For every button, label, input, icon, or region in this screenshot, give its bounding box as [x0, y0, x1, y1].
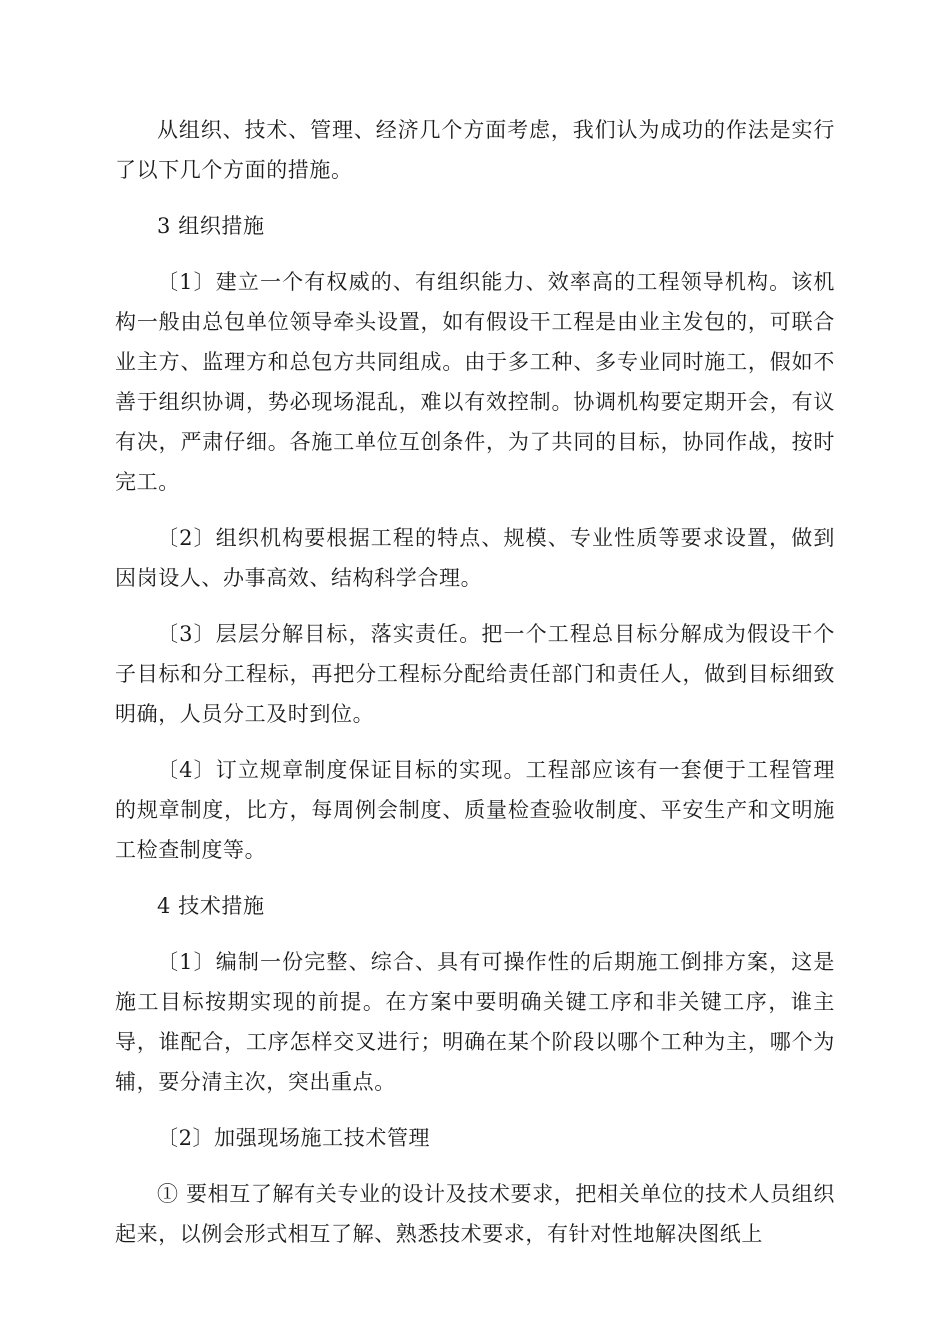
tech-subitem-1-paragraph: ① 要相互了解有关专业的设计及技术要求，把相关单位的技术人员组织起来，以例会形式相互了解、熟悉技术要求，有针对性地解决图纸上	[115, 1182, 835, 1246]
tech-measure-2-heading: 〔2〕加强现场施工技术管理	[157, 1126, 431, 1150]
org-measure-3-paragraph: 〔3〕层层分解目标，落实责任。把一个工程总目标分解成为假设干个子目标和分工程标，再把分工程标分配给责任部门和责任人，做到目标细致明确，人员分工及时到位。	[115, 622, 835, 726]
tech-measure-1-paragraph: 〔1〕编制一份完整、综合、具有可操作性的后期施工倒排方案，这是施工目标按期实现的前提。在方案中要明确关键工序和非关键工序，谁主导，谁配合，工序怎样交叉进行；明确在某个阶段以哪个工种为主，哪个为辅，要分清主次，突出重点。	[115, 950, 835, 1094]
section-heading-organization: 3 组织措施	[157, 214, 265, 238]
org-measure-4-paragraph: 〔4〕订立规章制度保证目标的实现。工程部应该有一套便于工程管理的规章制度，比方，每周例会制度、质量检查验收制度、平安生产和文明施工检查制度等。	[115, 758, 835, 862]
section-heading-technical: 4 技术措施	[157, 894, 265, 918]
org-measure-2-paragraph: 〔2〕组织机构要根据工程的特点、规模、专业性质等要求设置，做到因岗设人、办事高效、结构科学合理。	[115, 526, 835, 590]
intro-paragraph: 从组织、技术、管理、经济几个方面考虑，我们认为成功的作法是实行了以下几个方面的措施。	[115, 118, 835, 182]
document-body	[115, 110, 835, 1254]
org-measure-1-paragraph: 〔1〕建立一个有权威的、有组织能力、效率高的工程领导机构。该机构一般由总包单位领导牵头设置，如有假设干工程是由业主发包的，可联合业主方、监理方和总包方共同组成。由于多工种、多专业同时施工，假如不善于组织协调，势必现场混乱，难以有效控制。协调机构要定期开会，有议有决，严肃仔细。各施工单位互创条件，为了共同的目标，协同作战，按时完工。	[115, 270, 835, 494]
